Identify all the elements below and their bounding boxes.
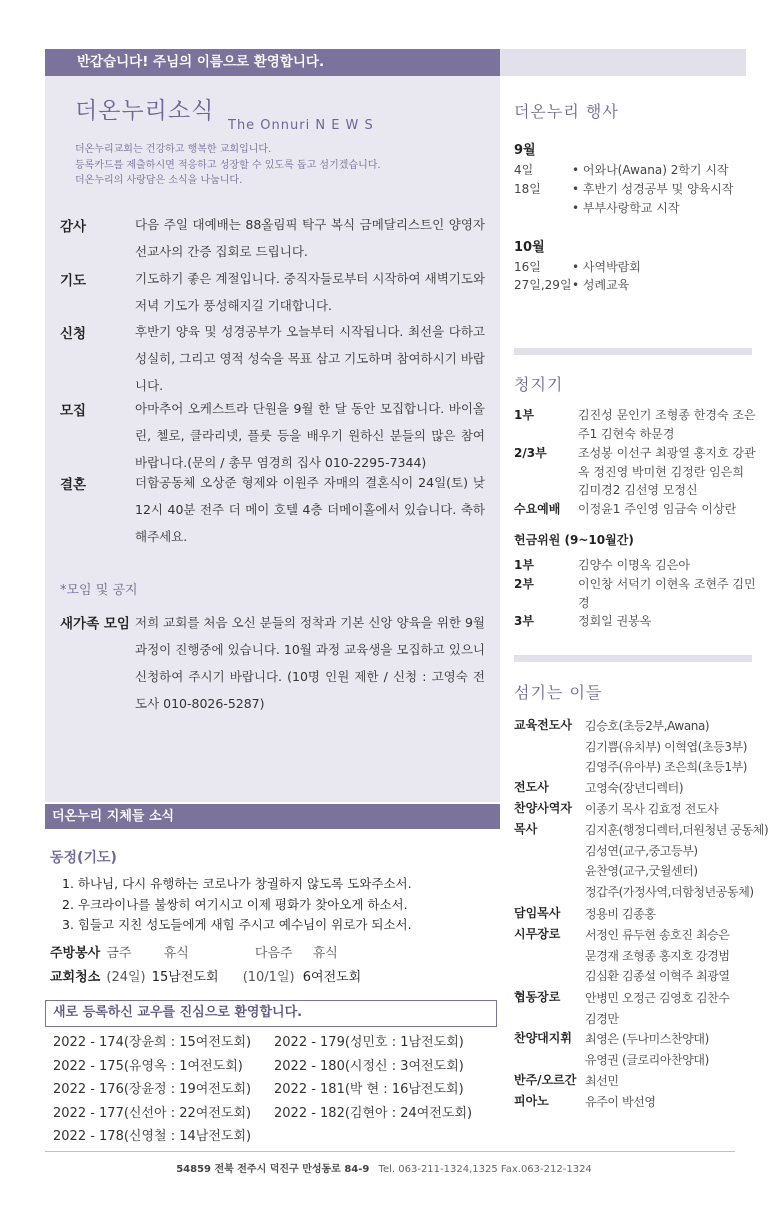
- servant-name-line: 정용비 김종홍: [585, 907, 656, 921]
- servant-name-line: 유주이 박선영: [585, 1095, 656, 1109]
- servant-role: 찬양대지휘: [514, 1031, 572, 1045]
- steward-group: 2/3부: [514, 446, 547, 460]
- announcement-text: 더함공동체 오상준 형제와 이원주 자매의 결혼식이 24일(토) 낮 12시 40분 전주 더 메이 호텔 4층 더메이홀에서 있습니다. 축하해주세요.: [135, 475, 485, 544]
- offering-group: 2부: [514, 577, 534, 591]
- event-item: [514, 199, 679, 216]
- banner-right-strip: [500, 49, 746, 76]
- offering-group: 1부: [514, 558, 534, 572]
- servant-names: [585, 820, 768, 902]
- servant-name-line: 김심환 김종설 이혁주 최광열: [585, 969, 730, 983]
- new-member-item: 2022 - 176(장윤정 : 19여전도회): [53, 1082, 252, 1097]
- right-divider: [514, 348, 752, 355]
- cleaning-next-date: (10/1일): [242, 970, 295, 985]
- announcement-text: 기도하기 좋은 계절입니다. 중직자들로부터 시작하여 새벽기도와 저녁 기도가 풍성해지길 기대합니다.: [135, 271, 485, 313]
- announcement-label: 기도: [60, 273, 87, 289]
- servant-names: [585, 778, 760, 799]
- servant-name-line: 서정인 류두현 송호진 최승은: [585, 928, 730, 942]
- servant-role: 시무장로: [514, 927, 561, 941]
- event-item: [514, 161, 729, 178]
- announcement-label: 결혼: [60, 477, 87, 493]
- event-date: 4일: [514, 163, 534, 177]
- intro-line: 등록카드를 제출하시면 적응하고 성장할 수 있도록 돕고 섬기겠습니다.: [75, 159, 381, 171]
- event-date: 16일: [514, 260, 541, 274]
- right-divider: [514, 655, 752, 662]
- new-members-heading: 새로 등록하신 교우를 진심으로 환영합니다.: [45, 1000, 497, 1027]
- intro-line: 더온누리의 사랑담은 소식을 나눕니다.: [75, 175, 243, 186]
- offering-names: 이인창 서덕기 이현옥 조현주 김민경: [578, 577, 756, 610]
- event-date: 27일,29일: [514, 278, 572, 292]
- news-title: 더온누리소식: [75, 98, 215, 124]
- offering-committee-heading: 헌금위원 (9~10월간): [514, 533, 634, 547]
- prayer-list: [62, 874, 412, 936]
- servant-role: 담임목사: [514, 906, 561, 920]
- welcome-banner: 반갑습니다! 주님의 이름으로 환영합니다.: [45, 49, 500, 76]
- servant-names: [585, 904, 760, 925]
- event-text: • 후반기 성경공부 및 양육시작: [572, 182, 734, 196]
- servant-names: [585, 1029, 760, 1070]
- next-week-value: 휴식: [312, 946, 338, 961]
- footer: [0, 1160, 768, 1175]
- servant-name-line: 윤찬영(교구,굿윌센터): [585, 864, 698, 878]
- new-member-item: 2022 - 174(장윤희 : 15여전도회): [53, 1035, 252, 1050]
- steward-group: 1부: [514, 408, 534, 422]
- new-family-label: 새가족 모임: [60, 616, 130, 632]
- servant-name-line: 김성연(교구,중고등부): [585, 843, 698, 858]
- new-member-item: 2022 - 177(신선아 : 22여전도회): [53, 1105, 252, 1121]
- event-text: • 어와나(Awana) 2학기 시작: [572, 163, 729, 177]
- event-text: • 사역박람회: [572, 260, 641, 274]
- servant-role: 반주/오르간: [514, 1073, 577, 1087]
- announcement-text: 후반기 양육 및 성경공부가 오늘부터 시작됩니다. 최선을 다하고 성실히, 그리고 영적 성숙을 목표 삼고 기도하며 참여하시기 바랍니다.: [135, 324, 485, 393]
- news-subtitle: The Onnuri N E W S: [228, 118, 374, 133]
- event-text: • 부부사랑학교 시작: [572, 201, 680, 215]
- servant-role: 찬양사역자: [514, 801, 572, 815]
- this-week-label: 금주: [106, 946, 132, 961]
- prayer-item: 1. 하나님, 다시 유행하는 코로나가 창궐하지 않도록 도와주소서.: [62, 876, 412, 891]
- event-text: • 성례교육: [572, 278, 630, 292]
- servant-name-line: 문경재 조형종 홍지호 강경범: [585, 948, 730, 963]
- steward-names: 김진성 문인기 조형종 한경숙 조은주1 김현숙 하문경: [578, 408, 756, 441]
- servant-name-line: 이종기 목사 김효정 전도사: [585, 802, 719, 816]
- servant-role: 피아노: [514, 1094, 549, 1108]
- servant-name-line: 안병민 오정근 김영호 김찬수: [585, 991, 730, 1005]
- servant-names: [585, 799, 760, 820]
- event-item: [514, 180, 733, 197]
- offering-group: 3부: [514, 614, 534, 628]
- servant-name-line: 김기쁨(유치부) 이혁엽(초등3부): [585, 739, 748, 754]
- cleaning-label: 교회청소: [50, 970, 101, 985]
- footer-contact: Tel. 063-211-1324,1325 Fax.063-212-1324: [378, 1164, 592, 1175]
- servant-names: [585, 925, 760, 987]
- intro-line: 더온누리교회는 건강하고 행복한 교회입니다.: [75, 144, 272, 155]
- servant-name-line: 김지훈(행정디렉터,더원청년 공동체): [585, 823, 768, 837]
- new-family-text: 저희 교회를 처음 오신 분들의 정착과 기본 신앙 양육을 위한 9월 과정이 진행중에 있습니다. 10월 과정 교육생을 모집하고 있으니 신청하여 주시기 바랍니다. (10명 인원 제한 / 신청 : 고영숙 전도사 010-8026-5287): [135, 615, 485, 711]
- servant-name-line: 김승호(초등2부,Awana): [585, 719, 710, 733]
- servant-name-line: 고영숙(장년디렉터): [585, 781, 684, 795]
- cleaning-this-value: 15남전도회: [151, 970, 219, 985]
- news-intro: [75, 142, 381, 189]
- next-week-label: 다음주: [254, 946, 293, 961]
- meetings-heading: *모임 및 공지: [60, 583, 138, 598]
- community-news-bar: 더온누리 지체들 소식: [45, 804, 500, 829]
- prayer-heading: 동정(기도): [50, 850, 117, 866]
- servant-role: 전도사: [514, 780, 549, 794]
- events-heading: 더온누리 행사: [514, 102, 619, 121]
- new-member-item: 2022 - 182(김현아 : 24여전도회): [274, 1105, 473, 1121]
- prayer-item: 3. 힘들고 지친 성도들에게 새힘 주시고 예수님이 위로가 되소서.: [62, 917, 412, 932]
- announcement-text: 아마추어 오케스트라 단원을 9월 한 달 동안 모집합니다. 바이올린, 첼로, 클라리넷, 플룻 등을 배우기 원하신 분들의 많은 참여 바랍니다.(문의 / 총무 염경희 집사 010-2295-7344): [135, 401, 485, 470]
- new-member-item: 2022 - 181(박 현 : 16남전도회): [274, 1082, 464, 1097]
- event-item: [514, 276, 629, 293]
- new-members-list-right: [274, 1031, 472, 1125]
- servant-role: 목사: [514, 822, 538, 836]
- new-member-item: 2022 - 178(신영철 : 14남전도회): [53, 1129, 252, 1144]
- offering-names: 김양수 이명옥 김은아: [578, 558, 690, 572]
- footer-divider: [45, 1151, 735, 1152]
- servant-names: [585, 1071, 760, 1092]
- servant-names: [585, 988, 760, 1029]
- servant-name-line: 유영권 (글로리아찬양대): [585, 1052, 709, 1067]
- footer-address: 54859 전북 전주시 덕진구 만성동로 84-9: [176, 1164, 370, 1175]
- announcement-label: 모집: [60, 403, 87, 419]
- announcement-label: 신청: [60, 326, 87, 342]
- steward-names: 이정윤1 주인영 임금숙 이상란: [578, 502, 737, 516]
- servant-name-line: 최선민: [585, 1074, 619, 1088]
- new-member-item: 2022 - 175(유영옥 : 1여전도회): [53, 1058, 243, 1074]
- kitchen-service-row: [50, 942, 338, 961]
- servant-name-line: 김경만: [585, 1011, 619, 1026]
- events-month-sep: 9월: [514, 143, 536, 158]
- new-members-list-left: [53, 1031, 251, 1149]
- events-month-oct: 10월: [514, 240, 545, 255]
- stewards-heading: 청지기: [514, 375, 564, 394]
- servants-heading: 섬기는 이들: [514, 683, 603, 702]
- servant-role: 협동장로: [514, 990, 561, 1004]
- cleaning-row: [50, 966, 361, 985]
- announcement-text: 다음 주일 대예배는 88올림픽 탁구 복식 금메달리스트인 양영자 선교사의 간증 집회로 드립니다.: [135, 217, 485, 259]
- steward-names: 조성봉 이선구 최광열 홍지호 강관옥 정진영 박미현 김정란 임은희 김미경2 김선영 모정신: [578, 446, 756, 497]
- cleaning-this-date: (24일): [106, 970, 146, 985]
- prayer-item: 2. 우크라이나를 불쌍히 여기시고 이제 평화가 찾아오게 하소서.: [62, 896, 408, 912]
- servant-name-line: 정갑주(가정사역,더함청년공동체): [585, 884, 754, 899]
- event-date: 18일: [514, 182, 541, 196]
- this-week-value: 휴식: [163, 946, 189, 961]
- servant-names: [585, 1092, 760, 1113]
- event-item: [514, 258, 641, 275]
- kitchen-service-label: 주방봉사: [50, 946, 101, 961]
- servant-name-line: 최영은 (두나미스찬양대): [585, 1032, 709, 1046]
- cleaning-next-value: 6여전도회: [302, 970, 362, 985]
- new-member-item: 2022 - 180(시정신 : 3여전도회): [274, 1058, 464, 1074]
- servant-names: [585, 716, 760, 778]
- announcement-label: 감사: [60, 219, 87, 235]
- new-member-item: 2022 - 179(성민호 : 1남전도회): [274, 1035, 464, 1050]
- servant-role: 교육전도사: [514, 718, 572, 732]
- servant-name-line: 김영주(유아부) 조은희(초등1부): [585, 760, 748, 774]
- offering-names: 정회일 권봉옥: [578, 614, 652, 628]
- steward-group: 수요예배: [514, 502, 561, 516]
